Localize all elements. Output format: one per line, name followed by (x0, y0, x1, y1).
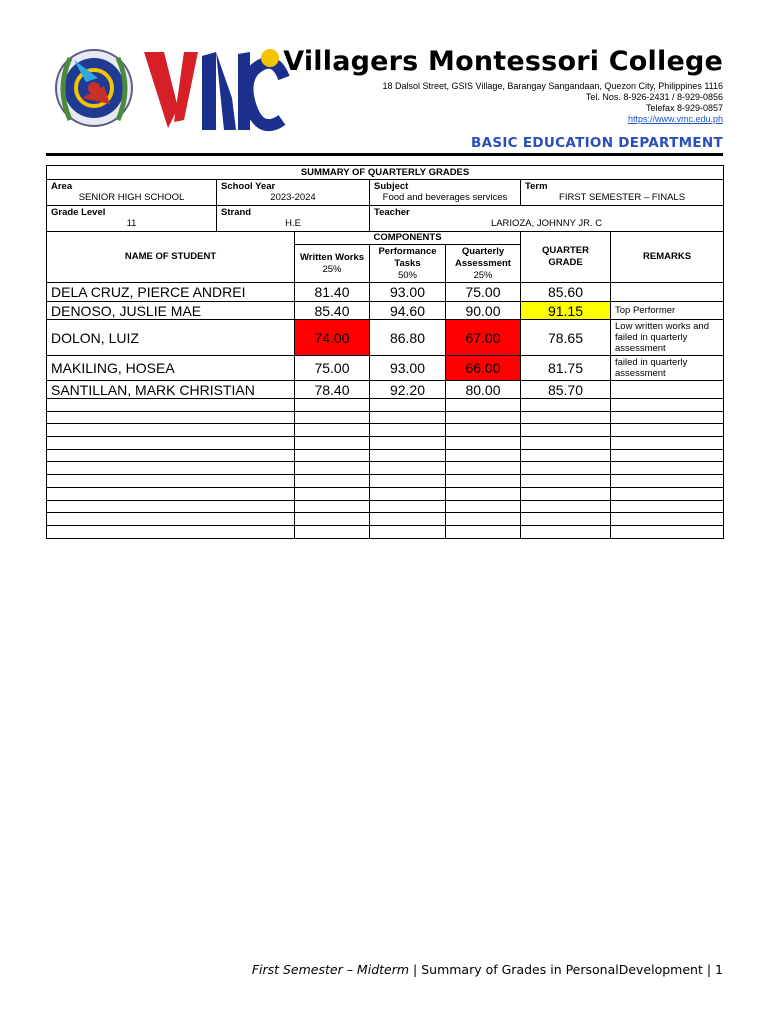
footer-document-title: Summary of Grades in PersonalDevelopment (421, 962, 703, 977)
subject-value: Food and beverages services (382, 192, 508, 203)
area-label: Area (51, 181, 73, 192)
table-row (47, 302, 724, 320)
footer-page-number: 1 (715, 962, 723, 977)
grades-table (46, 165, 724, 539)
performance-tasks-weight: 50% (397, 269, 417, 281)
performance-tasks-score: 86.80 (370, 320, 446, 356)
performance-tasks-score: 92.20 (370, 381, 446, 399)
area-value: SENIOR HIGH SCHOOL (78, 192, 185, 203)
written-works-weight: 25% (322, 263, 342, 275)
college-address: 18 Dalsol Street, GSIS Village, Barangay Sangandaan, Quezon City, Philippines 1116 (382, 81, 723, 91)
remarks: failed in quarterly assessment (611, 356, 724, 381)
teacher-label: Teacher (374, 207, 410, 218)
quarterly-assessment-score: 67.00 (446, 320, 521, 356)
term-label: Term (525, 181, 548, 192)
strand-cell (217, 206, 370, 232)
subject-cell (370, 180, 521, 206)
college-seal-icon (56, 50, 132, 126)
footer-separator: | (409, 962, 422, 977)
column-header-remarks: REMARKS (611, 232, 724, 283)
column-header-components: COMPONENTS (295, 232, 521, 245)
performance-tasks-score: 94.60 (370, 302, 446, 320)
table-row (47, 320, 724, 356)
college-telephone: Tel. Nos. 8-926-2431 / 8-929-0856 (585, 92, 723, 102)
college-telefax: Telefax 8-929-0857 (645, 103, 723, 113)
column-header-written-works (295, 245, 370, 283)
area-cell (47, 180, 217, 206)
school-year-value: 2023-2024 (270, 192, 316, 203)
empty-row (47, 449, 724, 462)
quarter-grade: 85.60 (521, 283, 611, 302)
teacher-cell (370, 206, 724, 232)
school-year-label: School Year (221, 181, 276, 192)
quarterly-assessment-score: 75.00 (446, 283, 521, 302)
empty-row (47, 500, 724, 513)
school-year-cell (217, 180, 370, 206)
empty-row (47, 424, 724, 437)
student-name: DELA CRUZ, PIERCE ANDREI (47, 283, 295, 302)
column-header-quarterly-assessment (446, 245, 521, 283)
student-name: SANTILLAN, MARK CHRISTIAN (47, 381, 295, 399)
empty-row (47, 475, 724, 488)
table-row (47, 381, 724, 399)
footer-separator: | (702, 962, 716, 977)
term-value: FIRST SEMESTER – FINALS (559, 192, 686, 203)
college-website-link[interactable]: https://www.vmc.edu.ph (627, 114, 723, 124)
column-header-performance-tasks (370, 245, 446, 283)
empty-row (47, 437, 724, 450)
remarks (611, 283, 724, 302)
empty-row (47, 411, 724, 424)
department-title: BASIC EDUCATION DEPARTMENT (471, 135, 723, 151)
column-header-name: NAME OF STUDENT (47, 232, 295, 283)
subject-label: Subject (374, 181, 409, 192)
remarks: Low written works and failed in quarterly assessment (611, 320, 724, 356)
quarter-grade: 81.75 (521, 356, 611, 381)
quarter-grade: 91.15 (521, 302, 611, 320)
empty-row (47, 487, 724, 500)
column-header-quarter-grade: QUARTER GRADE (521, 232, 611, 283)
student-name: DOLON, LUIZ (47, 320, 295, 356)
written-works-score: 78.40 (295, 381, 370, 399)
empty-row (47, 462, 724, 475)
quarterly-assessment-label: Quarterly Assessment (455, 245, 511, 269)
footer-term: First Semester – Midterm (251, 962, 410, 977)
remarks (611, 381, 724, 399)
quarterly-assessment-score: 80.00 (446, 381, 521, 399)
written-works-score: 85.40 (295, 302, 370, 320)
strand-label: Strand (221, 207, 252, 218)
quarterly-assessment-score: 90.00 (446, 302, 521, 320)
empty-row (47, 513, 724, 526)
written-works-score: 74.00 (295, 320, 370, 356)
teacher-value: LARIOZA, JOHNNY JR. C (490, 218, 603, 229)
written-works-score: 75.00 (295, 356, 370, 381)
performance-tasks-score: 93.00 (370, 356, 446, 381)
grade-level-value: 11 (126, 218, 137, 229)
term-cell (521, 180, 724, 206)
page-footer (252, 962, 723, 977)
empty-row (47, 525, 724, 538)
grade-level-label: Grade Level (51, 207, 106, 218)
header-divider (46, 153, 723, 156)
empty-row (47, 399, 724, 412)
college-name: Villagers Montessori College (283, 46, 723, 77)
grade-level-cell (47, 206, 217, 232)
student-name: DENOSO, JUSLIE MAE (47, 302, 295, 320)
table-row (47, 283, 724, 302)
performance-tasks-label: Performance Tasks (378, 245, 437, 269)
document-header (46, 38, 723, 158)
quarter-grade: 85.70 (521, 381, 611, 399)
written-works-label: Written Works (299, 251, 365, 263)
quarter-grade: 78.65 (521, 320, 611, 356)
written-works-score: 81.40 (295, 283, 370, 302)
quarterly-assessment-score: 66.00 (446, 356, 521, 381)
table-title: SUMMARY OF QUARTERLY GRADES (47, 166, 724, 180)
table-row (47, 356, 724, 381)
quarterly-assessment-weight: 25% (473, 269, 493, 281)
performance-tasks-score: 93.00 (370, 283, 446, 302)
remarks: Top Performer (611, 302, 724, 320)
student-name: MAKILING, HOSEA (47, 356, 295, 381)
strand-value: H.E (285, 218, 301, 229)
